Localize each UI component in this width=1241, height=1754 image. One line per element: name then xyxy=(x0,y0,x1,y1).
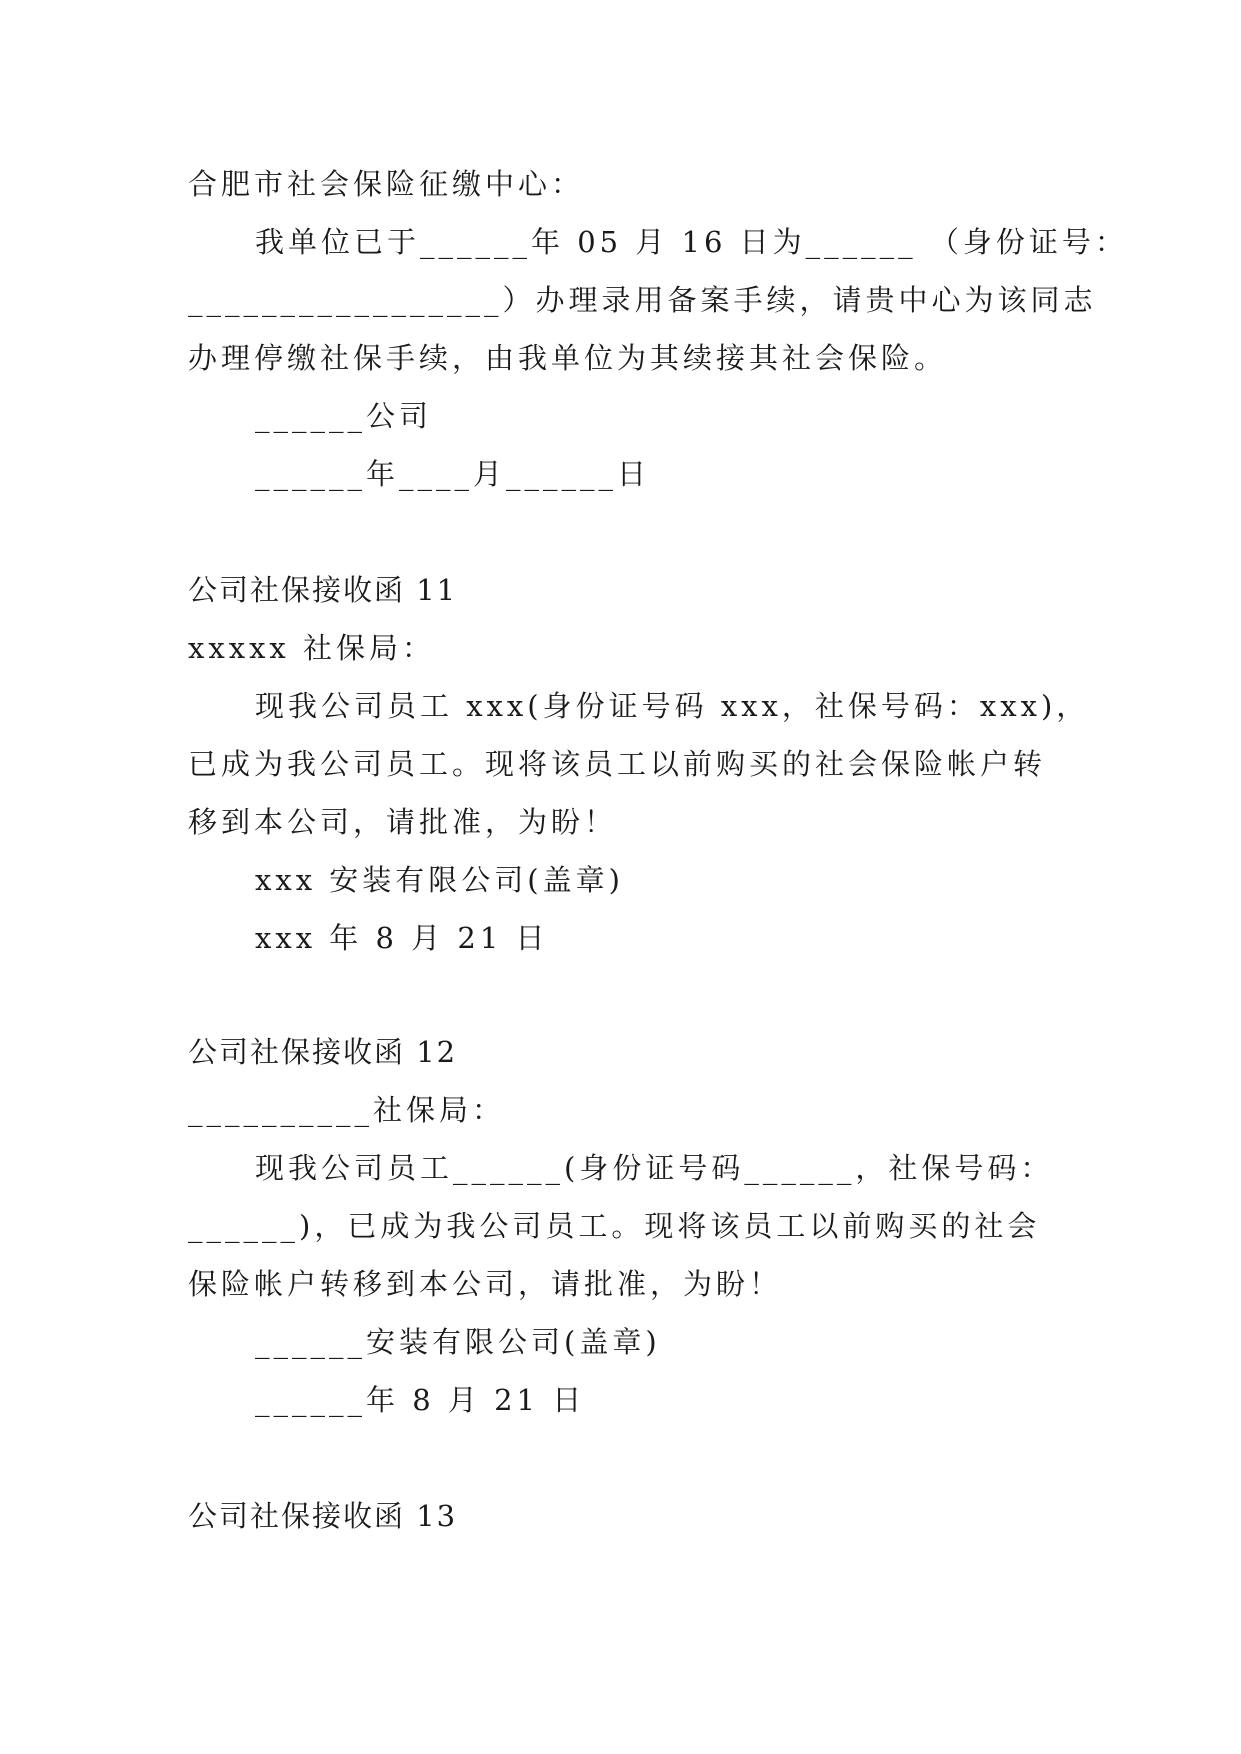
signature-date: ______年____月______日 xyxy=(255,457,651,491)
signature-company: ______安装有限公司(盖章) xyxy=(255,1325,661,1359)
signature-company: ______公司 xyxy=(255,399,433,433)
body-paragraph-line: 保险帐户转移到本公司，请批准，为盼！ xyxy=(188,1267,783,1301)
body-paragraph-line: 已成为我公司员工。现将该员工以前购买的社会保险帐户转 xyxy=(188,747,1047,781)
body-paragraph-line: 移到本公司，请批准，为盼！ xyxy=(188,805,618,839)
section-title: 公司社保接收函 11 xyxy=(188,573,458,607)
body-paragraph-line: ______)，已成为我公司员工。现将该员工以前购买的社会 xyxy=(188,1209,1041,1243)
signature-company: xxx 安装有限公司(盖章) xyxy=(255,863,624,897)
signature-date: ______年 8 月 21 日 xyxy=(255,1383,586,1417)
body-paragraph-line: 现我公司员工 xxx(身份证号码 xxx，社保号码：xxx)， xyxy=(255,689,1090,723)
body-paragraph-line: 办理停缴社保手续，由我单位为其续接其社会保险。 xyxy=(188,341,948,375)
addressee-line: xxxxx 社保局： xyxy=(188,631,435,665)
body-paragraph-line: 现我公司员工______(身份证号码______，社保号码： xyxy=(255,1151,1054,1185)
addressee-line: __________社保局： xyxy=(188,1093,506,1127)
body-paragraph-line: _________________）办理录用备案手续，请贵中心为该同志 xyxy=(188,283,1097,317)
section-title: 公司社保接收函 12 xyxy=(188,1035,458,1069)
section-title: 公司社保接收函 13 xyxy=(188,1499,458,1533)
body-paragraph-line: 我单位已于______年 05 月 16 日为______ （身份证号： xyxy=(255,225,1128,259)
signature-date: xxx 年 8 月 21 日 xyxy=(255,921,549,955)
addressee-line: 合肥市社会保险征缴中心： xyxy=(188,167,585,201)
